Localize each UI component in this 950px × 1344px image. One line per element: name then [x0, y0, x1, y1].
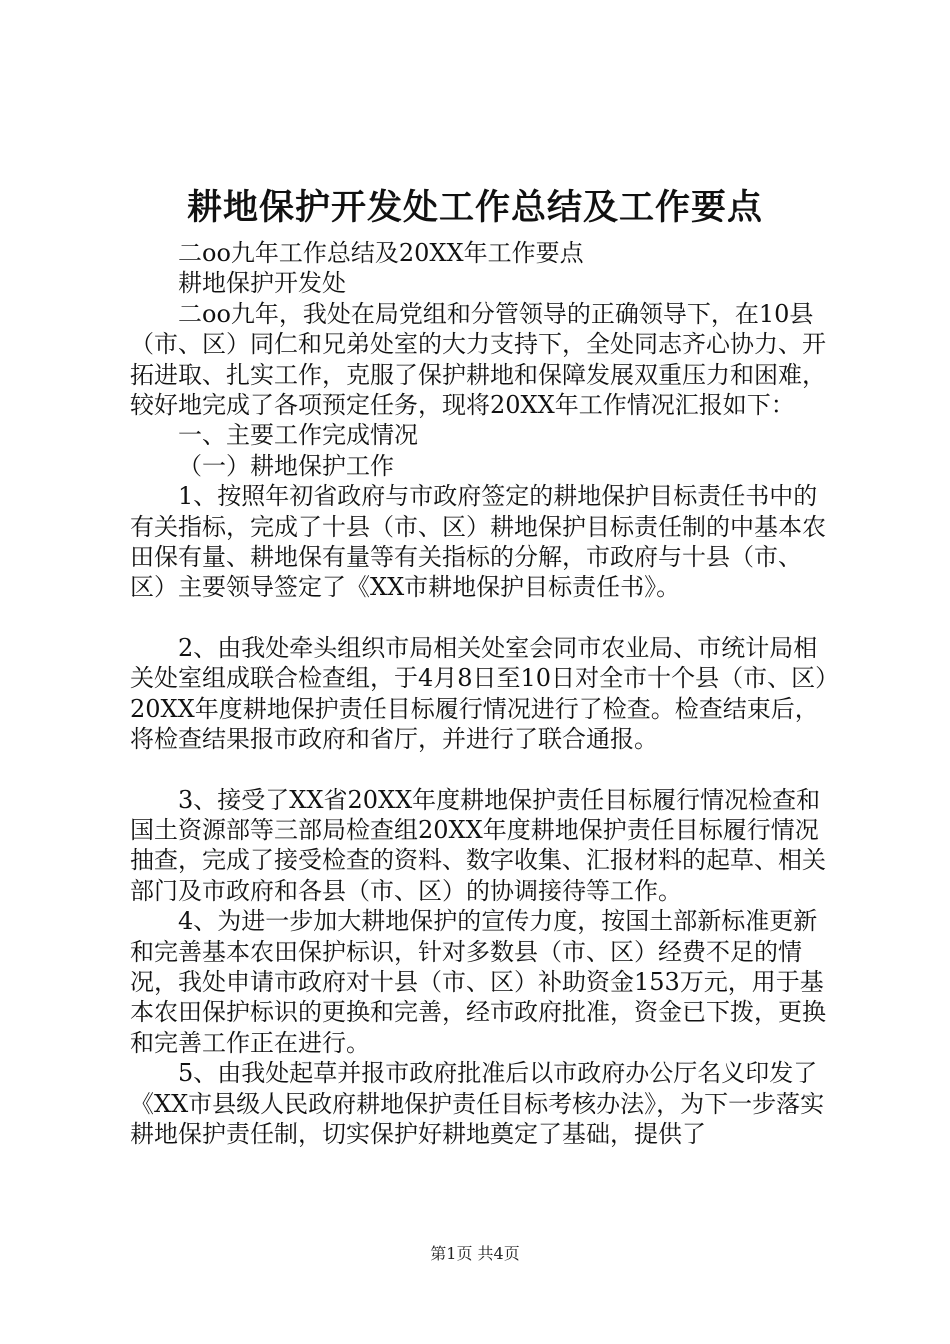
item-paragraph-5: 5、由我处起草并报市政府批准后以市政府办公厅名义印发了《XX市县级人民政府耕地保护责任目标考核办法》，为下一步落实耕地保护责任制，切实保护好耕地奠定了基础，提供了: [130, 1059, 825, 1148]
item-paragraph-4: 4、为进一步加大耕地保护的宣传力度，按国土部新标准更新和完善基本农田保护标识，针对多数县（市、区）经费不足的情况，我处申请市政府对十县（市、区）补助资金153万元，用于基本农田保护标识的更换和完善，经市政府批准，资金已下拨，更换和完善工作正在进行。: [130, 907, 826, 1057]
section-heading: 一、主要工作完成情况: [178, 421, 418, 450]
intro-paragraph: 二oo九年，我处在局党组和分管领导的正确领导下，在10县（市、区）同仁和兄弟处室的大力支持下，全处同志齐心协力、开拓进取、扎实工作，克服了保护耕地和保障发展双重压力和困难，较好地完成了各项预定任务，现将20XX年工作情况汇报如下：: [130, 299, 826, 420]
document-body: [130, 238, 835, 1149]
department-line: 耕地保护开发处: [178, 269, 346, 298]
item-paragraph-3: 3、接受了XX省20XX年度耕地保护责任目标履行情况检查和国土资源部等三部局检查组20XX年度耕地保护责任目标履行情况抽查，完成了接受检查的资料、数字收集、汇报材料的起草、相关部门及市政府和各县（市、区）的协调接待等工作。: [130, 785, 826, 905]
item-paragraph-2: 2、由我处牵头组织市局相关处室会同市农业局、市统计局相关处室组成联合检查组，于4月8日至10日对全市十个县（市、区）20XX年度耕地保护责任目标履行情况进行了检查。检查结束后，将检查结果报市政府和省厅，并进行了联合通报。: [130, 633, 828, 754]
item-paragraph-1: 1、按照年初省政府与市政府签定的耕地保护目标责任书中的有关指标，完成了十县（市、区）耕地保护目标责任制的中基本农田保有量、耕地保有量等有关指标的分解，市政府与十县（市、区）主要领导签定了《XX市耕地保护目标责任书》。: [130, 482, 826, 602]
page-number-footer: 第1页 共4页: [430, 1244, 520, 1263]
document-title: 耕地保护开发处工作总结及工作要点: [186, 188, 763, 228]
subsection-heading: （一）耕地保护工作: [178, 451, 394, 480]
subtitle-line: 二oo九年工作总结及20XX年工作要点: [178, 239, 584, 267]
